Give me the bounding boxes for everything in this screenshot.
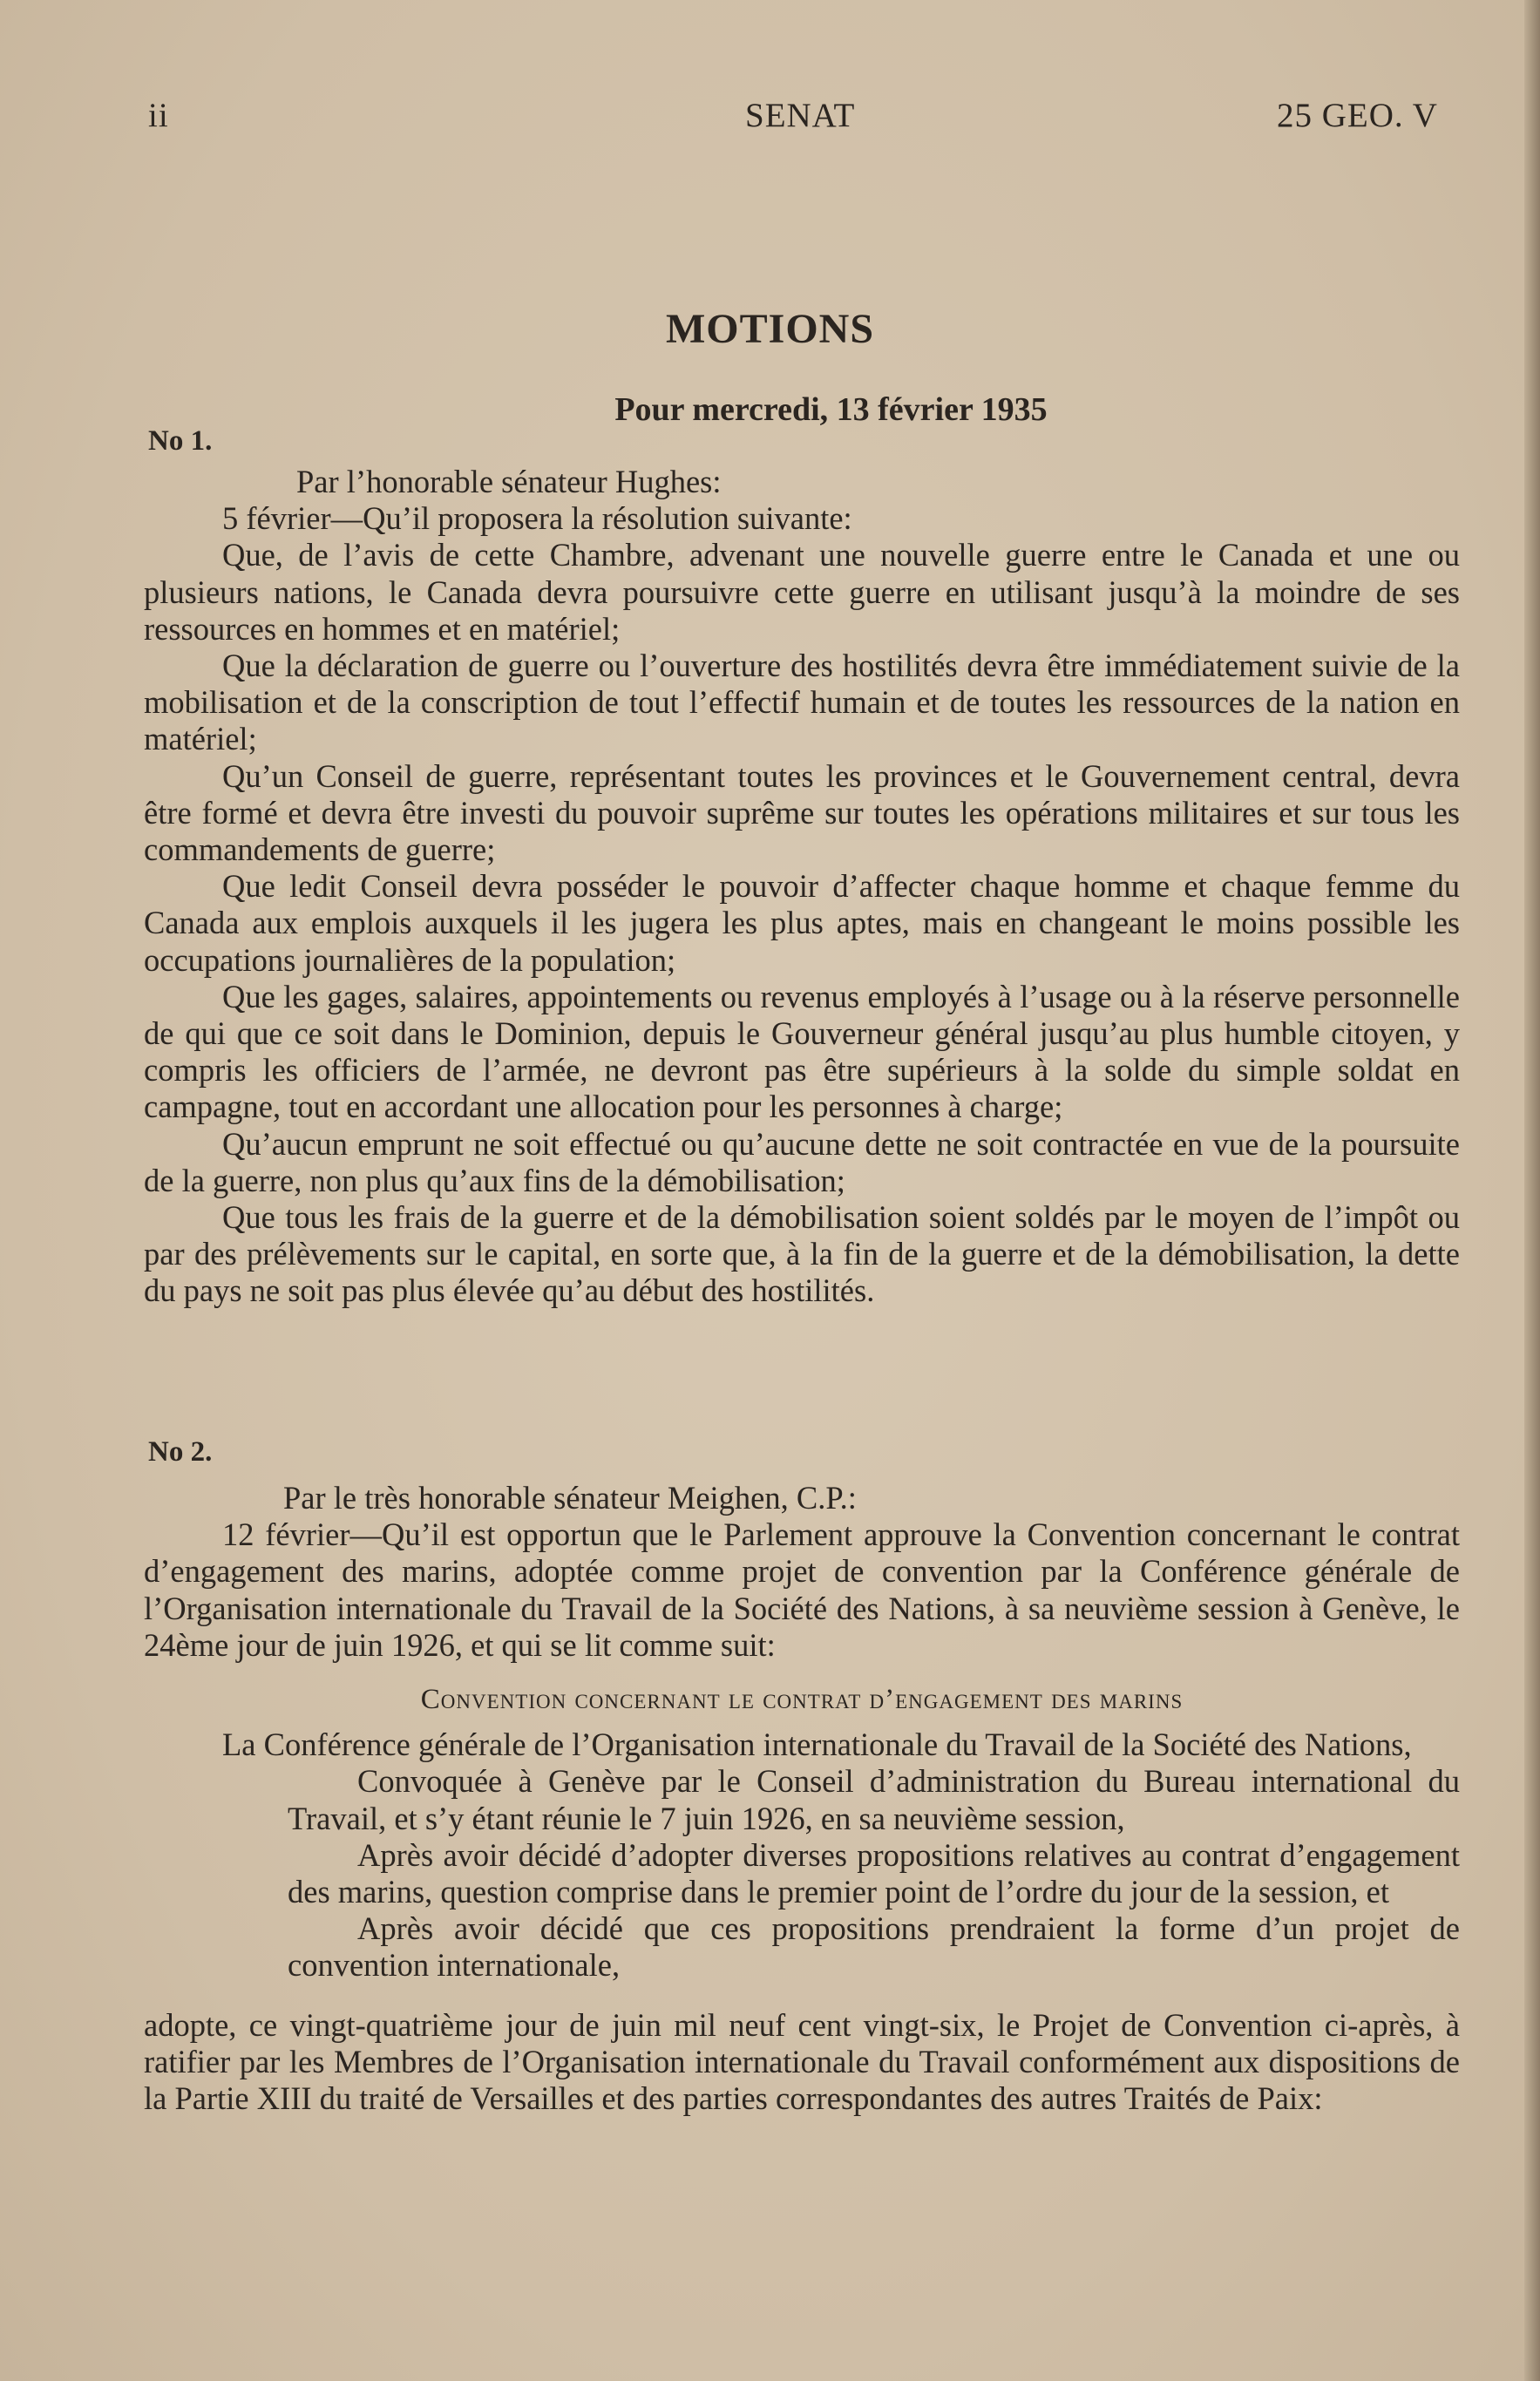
motion-1-paragraph: Que ledit Conseil devra posséder le pouvoir d’affecter chaque homme et chaque femme du Canada aux emplois auxquels il les jugera les plus aptes, mais en changeant le moins possible les occupations journalières de la population; <box>144 868 1460 978</box>
motion-2-body <box>144 1480 1460 2117</box>
header-title: SENAT <box>745 97 856 134</box>
convention-clause: Après avoir décidé que ces propositions prendraient la forme d’un projet de convention internationale, <box>288 1910 1460 1984</box>
motion-1-paragraph: 5 février—Qu’il proposera la résolution suivante: <box>222 500 852 537</box>
running-header <box>0 96 1540 148</box>
motion-1-paragraph: Que tous les frais de la guerre et de la démobilisation soient soldés par le moyen de l’impôt ou par des prélèvements sur le capital, en sorte que, à la fin de la guerre et de la démobilisation, la dette du pays ne soit pas plus élevée qu’au début des hostilités. <box>144 1199 1460 1309</box>
motion-2-sponsor: Par le très honorable sénateur Meighen, C.P.: <box>283 1480 857 1516</box>
motion-1-paragraph: Qu’un Conseil de guerre, représentant toutes les provinces et le Gouvernement central, devra être formé et devra être investi du pouvoir suprême sur toutes les opérations militaires et sur tous les commandements de guerre; <box>144 757 1460 868</box>
convention-preamble: La Conférence générale de l’Organisation internationale du Travail de la Société des Nations, <box>222 1726 1412 1763</box>
page-title: MOTIONS <box>665 306 875 352</box>
motion-2-number: No 2. <box>148 1436 213 1468</box>
page-subtitle: Pour mercredi, 13 février 1935 <box>614 391 1048 428</box>
convention-closing: adopte, ce vingt-quatrième jour de juin mil neuf cent vingt-six, le Projet de Convention ci-après, à ratifier par les Membres de l’Organisation internationale du Travail conformément aux dispositions de la Partie XIII du traité de Versailles et des parties correspondantes des autres Traités de Paix: <box>144 2006 1460 2117</box>
motion-1-paragraph: Que, de l’avis de cette Chambre, advenant une nouvelle guerre entre le Canada et une ou plusieurs nations, le Canada devra poursuivre cette guerre en utilisant jusqu’à la moindre de ses ressources en hommes et en matériel; <box>144 537 1460 647</box>
convention-clause: Convoquée à Genève par le Conseil d’administration du Bureau international du Travail, et s’y étant réunie le 7 juin 1926, en sa neuvième session, <box>288 1763 1460 1836</box>
motion-1-body <box>144 464 1460 1310</box>
motion-2-intro: 12 février—Qu’il est opportun que le Parlement approuve la Convention concernant le contrat d’engagement des marins, adoptée comme projet de convention par la Conférence générale de l’Organisation internationale du Travail de la Société des Nations, à sa neuvième session à Genève, le 24ème jour de juin 1926, et qui se lit comme suit: <box>144 1516 1460 1663</box>
motion-1-sponsor: Par l’honorable sénateur Hughes: <box>296 464 722 499</box>
header-session: 25 GEO. V <box>1277 97 1438 134</box>
motion-1-paragraph: Qu’aucun emprunt ne soit effectué ou qu’aucune dette ne soit contractée en vue de la poursuite de la guerre, non plus qu’aux fins de la démobilisation; <box>144 1125 1460 1198</box>
page-number: ii <box>148 97 169 134</box>
motion-1-number: No 1. <box>148 425 213 457</box>
page-edge <box>1524 0 1540 2381</box>
convention-title: Convention concernant le contrat d’engagement des marins <box>420 1684 1184 1716</box>
convention-clause: Après avoir décidé d’adopter diverses propositions relatives au contrat d’engagement des marins, question comprise dans le premier point de l’ordre du jour de la session, et <box>288 1836 1460 1910</box>
motion-1-paragraph: Que la déclaration de guerre ou l’ouverture des hostilités devra être immédiatement suivie de la mobilisation et de la conscription de tout l’effectif humain et de toutes les ressources de la nation en matériel; <box>144 648 1460 757</box>
motion-1-paragraph: Que les gages, salaires, appointements ou revenus employés à l’usage ou à la réserve personnelle de qui que ce soit dans le Dominion, depuis le Gouverneur général jusqu’au plus humble citoyen, y compris les officiers de l’armée, ne devront pas être supérieurs à la solde du simple soldat en campagne, tout en accordant une allocation pour les personnes à charge; <box>144 978 1460 1125</box>
